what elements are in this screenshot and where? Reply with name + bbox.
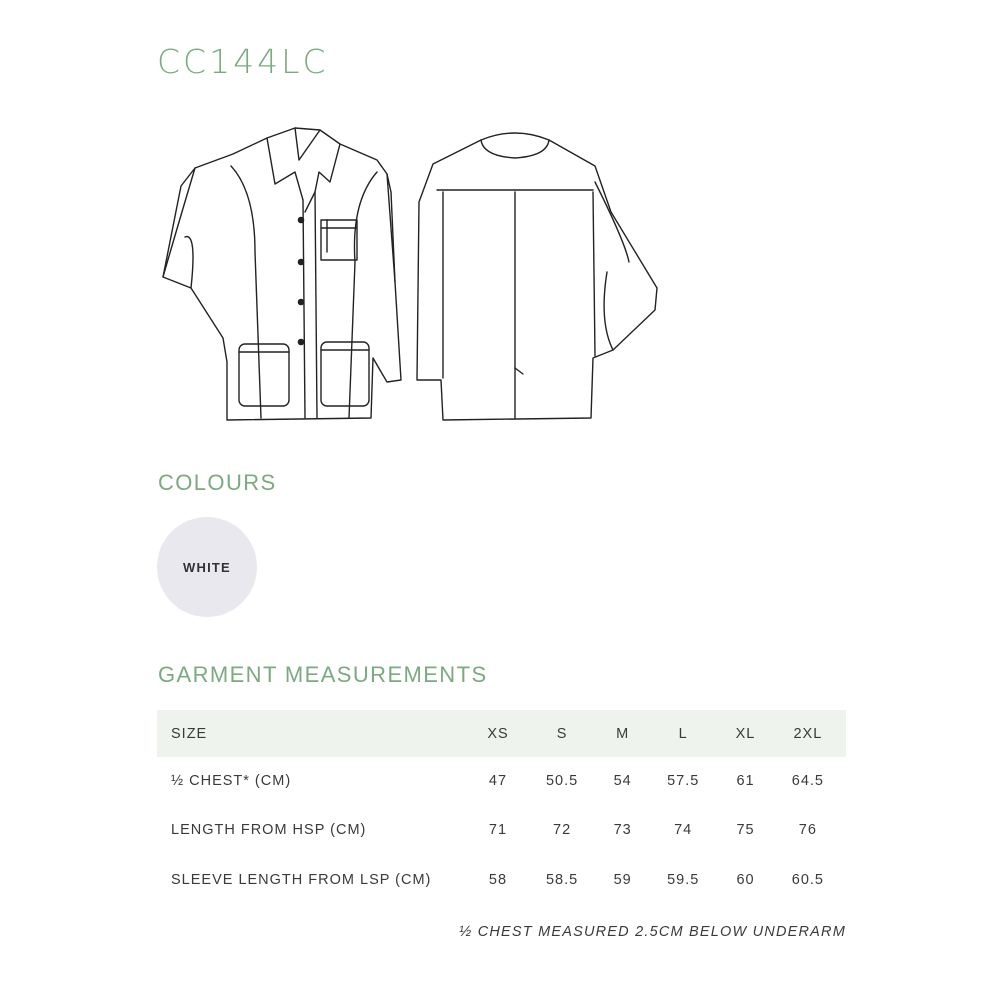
- table-cell: 58.5: [545, 872, 579, 888]
- header-xs: XS: [472, 710, 524, 757]
- header-s: S: [524, 710, 600, 757]
- table-cell: 57.5: [667, 773, 700, 789]
- chest-footnote: ½ CHEST MEASURED 2.5CM BELOW UNDERARM: [459, 924, 846, 940]
- table-cell: 60.5: [791, 872, 824, 888]
- table-row: [157, 757, 846, 805]
- table-cell: 59: [613, 872, 632, 888]
- row-label: ½ CHEST* (CM): [171, 773, 292, 789]
- table-cell: 64.5: [791, 773, 824, 789]
- garment-illustration: [155, 122, 665, 427]
- header-m: M: [600, 710, 645, 757]
- header-l: L: [645, 710, 721, 757]
- measurements-title: GARMENT MEASUREMENTS: [158, 662, 488, 687]
- jacket-front-icon: [163, 128, 401, 420]
- header-2xl: 2XL: [770, 710, 846, 757]
- table-cell: 72: [553, 822, 572, 838]
- table-cell: 59.5: [667, 872, 700, 888]
- table-cell: 60: [736, 872, 755, 888]
- table-cell: 71: [488, 822, 508, 838]
- colour-name: WHITE: [183, 559, 231, 575]
- header-size: SIZE: [157, 710, 472, 757]
- measurements-table: [157, 710, 846, 905]
- row-label: SLEEVE LENGTH FROM LSP (CM): [171, 872, 432, 888]
- table-header-row: [157, 710, 846, 757]
- colours-title: COLOURS: [158, 470, 277, 495]
- product-code: CC144LC: [157, 42, 329, 81]
- row-label: LENGTH FROM HSP (CM): [171, 822, 367, 838]
- table-cell: 75: [736, 822, 755, 838]
- table-cell: 61: [736, 773, 755, 789]
- table-cell: 58: [488, 872, 508, 888]
- table-cell: 50.5: [545, 773, 579, 789]
- table-cell: 74: [674, 822, 693, 838]
- table-row: [157, 805, 846, 855]
- header-xl: XL: [721, 710, 769, 757]
- table-row: [157, 855, 846, 905]
- jacket-back-icon: [417, 133, 657, 420]
- table-cell: 47: [488, 773, 508, 789]
- table-cell: 73: [613, 822, 632, 838]
- table-cell: 54: [613, 773, 632, 789]
- colour-swatch-white[interactable]: [157, 517, 257, 617]
- table-cell: 76: [798, 822, 817, 838]
